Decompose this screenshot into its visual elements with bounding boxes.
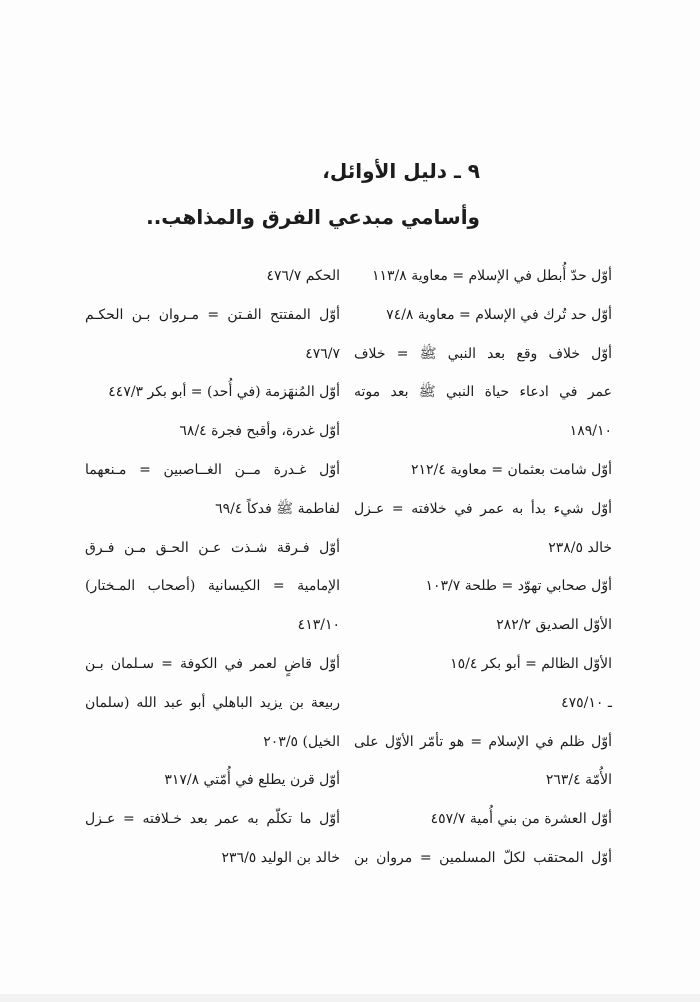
heading-line-2: وأسامي مبدعي الفرق والمذاهب.. bbox=[146, 205, 480, 229]
index-entry-line: لفاطمة ﷺ فدكاً ٦٩/٤ bbox=[215, 500, 340, 517]
heading-line-1: ٩ ـ دليل الأوائل، bbox=[322, 159, 480, 183]
index-entry-line: ـ ٤٧٥/١٠ bbox=[561, 694, 612, 711]
index-entry-line: ٤٧٦/٧ bbox=[305, 345, 340, 362]
index-entry-line: أوّل المفتتح الفـتن = مـروان بـن الحكـم bbox=[85, 306, 340, 323]
index-entry-line: ٤١٣/١٠ bbox=[297, 617, 340, 634]
index-entry-line: أوّل قرن يطلع في أُمّتي ٣١٧/٨ bbox=[164, 772, 340, 789]
index-entry-line: أوّل فـرقة شـذت عـن الحـق مـن فـرق bbox=[85, 539, 340, 556]
index-entry-line: أوّل خلاف وقع بعد النبي ﷺ = خلاف bbox=[354, 345, 612, 362]
index-entry-line: الأُمّة ٢٦٣/٤ bbox=[545, 772, 612, 789]
index-entry-line: أوّل ظلم في الإسلام = هو تأمّر الأوّل على bbox=[354, 733, 612, 750]
index-entry-line: أوّل حدّ أُبطل في الإسلام = معاوية ١١٣/٨ bbox=[371, 268, 612, 284]
index-entry-line: أوّل المُنهَزمة (في أُحد) = أبو بكر ٤٤٧/٣ bbox=[108, 384, 340, 401]
index-entry-line: خالد ٢٣٨/٥ bbox=[548, 539, 612, 556]
index-entry-line: ربيعة بن يزيد الباهلي أبو عبد الله (سلمان bbox=[85, 694, 340, 711]
index-entry-line: الإمامية = الكيسانية (أصحاب المـختار) bbox=[85, 578, 340, 595]
index-entry-line: الخيل) ٢٠٣/٥ bbox=[263, 733, 340, 750]
index-column-right bbox=[354, 257, 612, 878]
index-entry-line: ١٨٩/١٠ bbox=[569, 423, 612, 440]
section-heading bbox=[146, 148, 480, 240]
index-entry-line: أوّل صحابي تهوّد = طلحة ١٠٣/٧ bbox=[425, 578, 612, 595]
index-entry-line: أوّل شامت بعثمان = معاوية ٢١٢/٤ bbox=[410, 461, 612, 478]
index-entry-line: الأوّل الظالم = أبو بكر ١٥/٤ bbox=[450, 655, 612, 672]
page-bottom-edge bbox=[0, 994, 700, 1002]
index-entry-line: أوّل حد تُرك في الإسلام = معاوية ٧٤/٨ bbox=[386, 306, 612, 323]
index-entry-line: أوّل غـدرة مــن الغــاصبين = مـنعهما bbox=[85, 461, 340, 478]
index-entry-line: عمر في ادعاء حياة النبي ﷺ بعد موته bbox=[354, 384, 612, 401]
index-entry-line: الحكم ٤٧٦/٧ bbox=[266, 268, 340, 284]
index-entry-line: خالد بن الوليد ٢٣٦/٥ bbox=[221, 849, 340, 866]
index-entry-line: أوّل العشرة من بني أُمية ٤٥٧/٧ bbox=[430, 811, 612, 828]
index-entry-line: أوّل شيء بدأ به عمر في خلافته = عـزل bbox=[354, 500, 612, 517]
index-entry-line: الأوّل الصديق ٢٨٢/٢ bbox=[496, 617, 612, 634]
index-entry-line: أوّل ما تكلّم به عمر بعد خـلافته = عـزل bbox=[85, 811, 340, 828]
index-column-left bbox=[85, 257, 340, 878]
index-entry-line: أوّل قاضٍ لعمر في الكوفة = سـلمان بـن bbox=[85, 655, 340, 672]
index-entry-line: أوّل المحتقب لكلّ المسلمين = مروان بن bbox=[354, 849, 612, 866]
index-entry-line: أوّل غدرة، وأقبح فجرة ٦٨/٤ bbox=[179, 423, 340, 440]
